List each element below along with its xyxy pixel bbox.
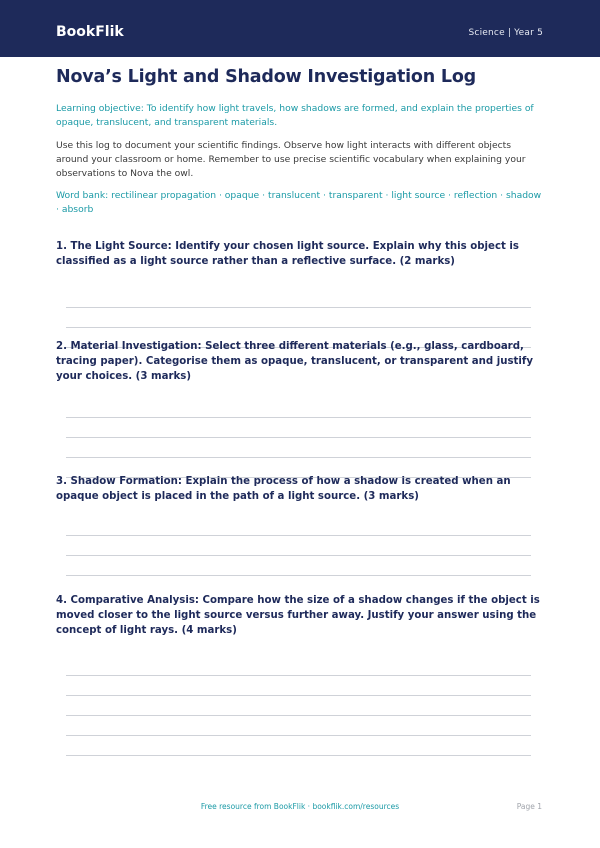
page-number: Page 1	[516, 802, 542, 811]
answer-area-4[interactable]	[66, 675, 531, 756]
answer-line	[66, 437, 531, 438]
question-4: 4. Comparative Analysis: Compare how the size of a shadow changes if the object is moved closer to the light source versus further away. Justify your answer using the concept of light rays. (4 marks)	[56, 595, 540, 636]
answer-line	[66, 735, 531, 736]
footer-resource-link[interactable]: Free resource from BookFlik · bookflik.com/resources	[200, 802, 400, 811]
learning-objective: Learning objective: To identify how light travels, how shadows are formed, and explain the properties of opaque, translucent, and transparent materials.	[56, 103, 534, 128]
answer-line	[66, 675, 531, 676]
question-1: 1. The Light Source: Identify your chosen light source. Explain why this object is classified as a light source rather than a reflective surface. (2 marks)	[56, 241, 519, 267]
answer-line	[66, 715, 531, 716]
answer-line	[66, 555, 531, 556]
answer-line	[66, 417, 531, 418]
answer-line	[66, 457, 531, 458]
question-2: 2. Material Investigation: Select three different materials (e.g., glass, cardboard, tracing paper). Categorise them as opaque, translucent, or transparent and justify your choices. (3 marks)	[56, 341, 533, 382]
answer-line	[66, 307, 531, 308]
page-header	[0, 0, 600, 57]
answer-line	[66, 695, 531, 696]
answer-line	[66, 327, 531, 328]
answer-line	[66, 755, 531, 756]
page-title: Nova’s Light and Shadow Investigation Log	[56, 67, 477, 87]
subject-year-label: Science | Year 5	[468, 28, 543, 38]
page-footer	[0, 802, 600, 814]
answer-area-2[interactable]	[66, 417, 531, 478]
word-bank: Word bank: rectilinear propagation · opaque · translucent · transparent · light source · reflection · shadow · absorb	[56, 190, 542, 215]
worksheet-body	[56, 66, 544, 756]
answer-line	[66, 535, 531, 536]
question-3: 3. Shadow Formation: Explain the process of how a shadow is created when an opaque object is placed in the path of a light source. (3 marks)	[56, 476, 511, 502]
intro-text: Use this log to document your scientific findings. Observe how light interacts with different objects around your classroom or home. Remember to use precise scientific vocabulary when explaining your observations to Nova the owl.	[56, 140, 526, 179]
brand-logo: BookFlik	[56, 24, 124, 40]
answer-area-3[interactable]	[66, 535, 531, 576]
answer-line	[66, 575, 531, 576]
